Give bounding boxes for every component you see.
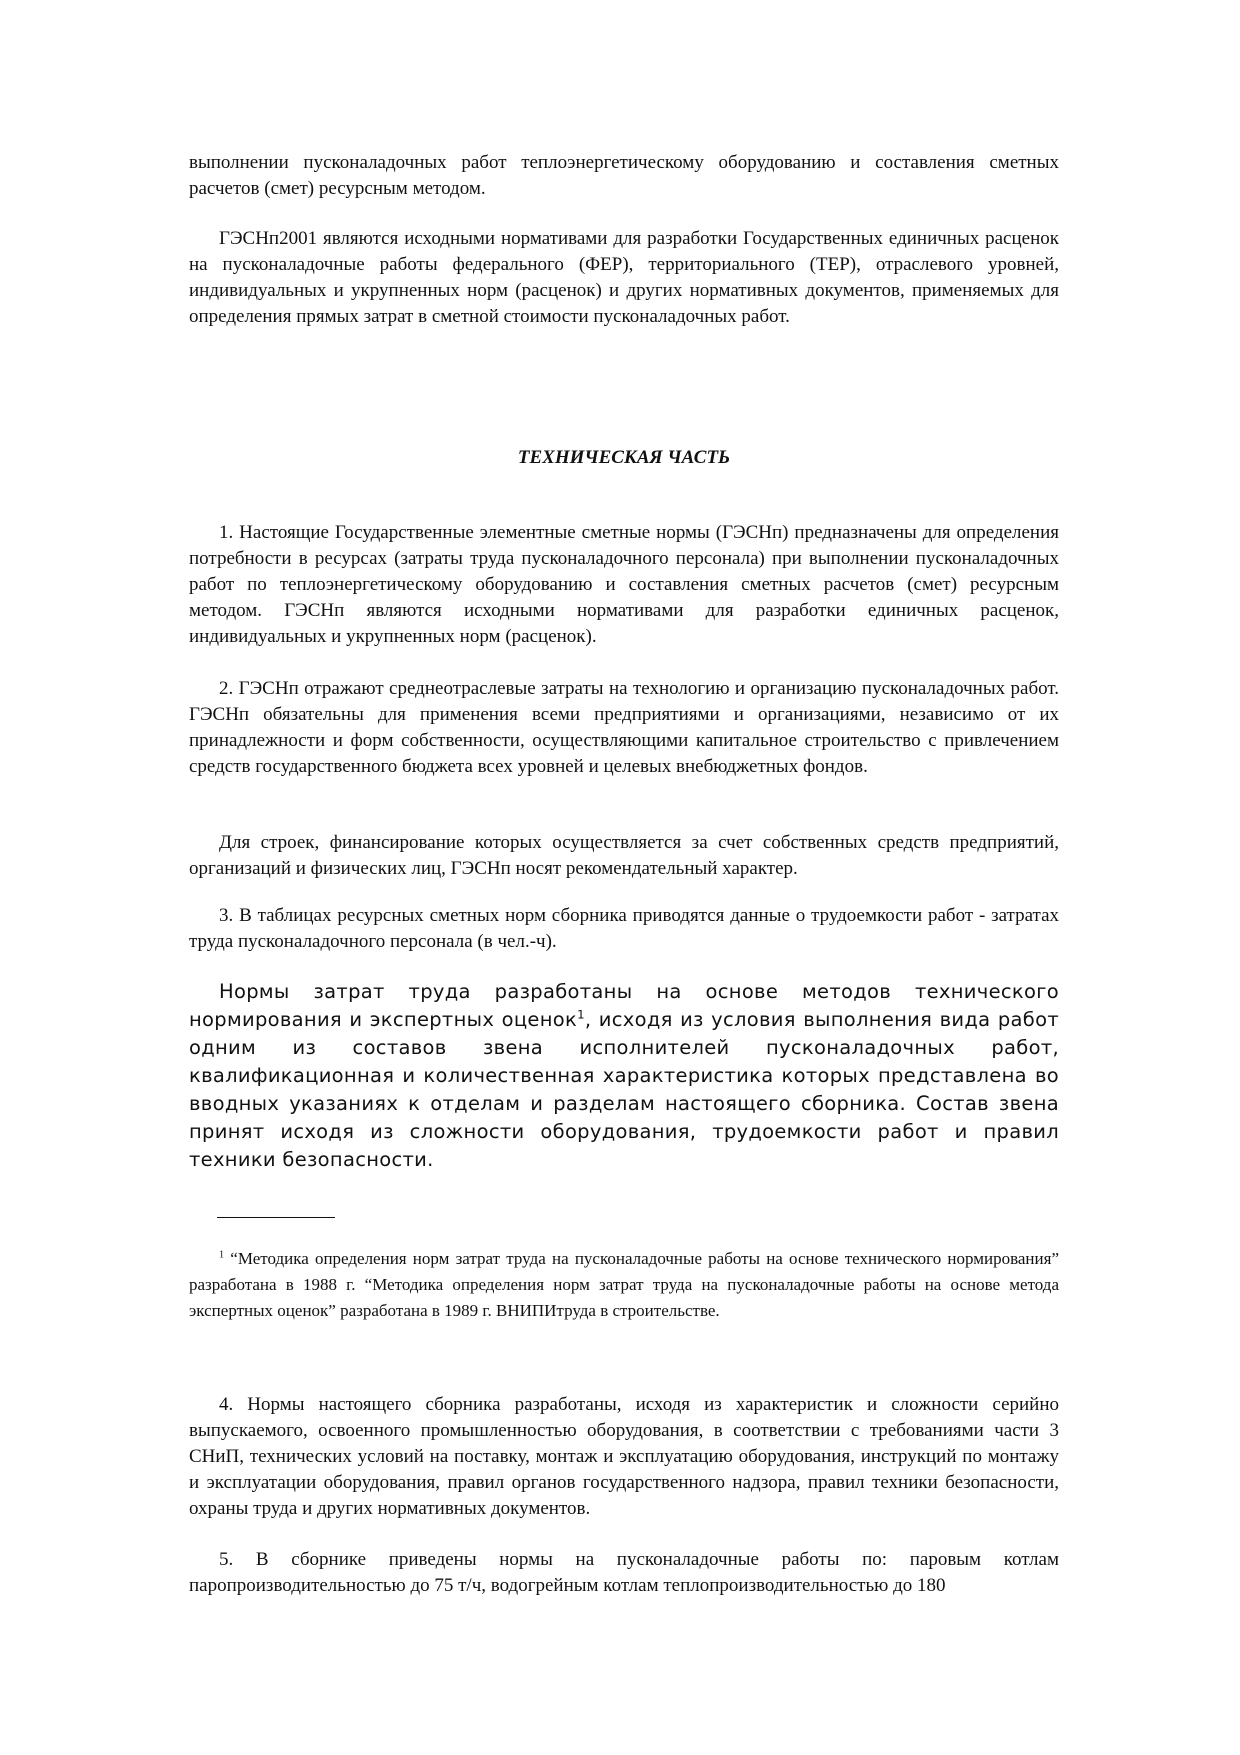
paragraph-item-5: 5. В сборнике приведены нормы на пусконаладочные работы по: паровым котлам паропроизводительностью до 75 т/ч, водогрейным котлам теплопроизводительностью до 180 xyxy=(189,1549,1059,1596)
section-heading: ТЕХНИЧЕСКАЯ ЧАСТЬ xyxy=(517,447,731,468)
footnote-text: “Методика определения норм затрат труда на пусконаладочные работы на основе технического нормирования” разработана в 1988 г. “Методика определения норм затрат труда на пусконаладочные работы на основе метода экспертных оценок” разработана в 1989 г. ВНИПИтруда в строительстве. xyxy=(189,1249,1059,1320)
paragraph-item-4: 4. Нормы настоящего сборника разработаны, исходя из характеристик и сложности серийно выпускаемого, освоенного промышленностью оборудования, в соответствии с требованиями части 3 СНиП, технических условий на поставку, монтаж и эксплуатацию оборудования, инструкций по монтажу и эксплуатации оборудования, правил органов государственного надзора, правил техники безопасности, охраны труда и других нормативных документов. xyxy=(189,1394,1059,1519)
norms-text-a: Нормы затрат труда разработаны на основе методов технического нормирования и экспертных оценок xyxy=(189,980,1059,1031)
paragraph-item-2: 2. ГЭСНп отражают среднеотраслевые затраты на технологию и организацию пусконаладочных работ. ГЭСНп обязательны для применения всеми предприятиями и организациями, независимо от их принадлежности и форм собственности, осуществляющими капитальное строительство с привлечением средств государственного бюджета всех уровней и целевых внебюджетных фондов. xyxy=(189,678,1059,777)
paragraph-norms xyxy=(189,978,1059,1174)
paragraph-gesnp2001: ГЭСНп2001 являются исходными нормативами для разработки Государственных единичных расценок на пусконаладочные работы федерального (ФЕР), территориального (ТЕР), отраслевого уровней, индивидуальных и укрупненных норм (расценок) и других нормативных документов, применяемых для определения прямых затрат в сметной стоимости пусконаладочных работ. xyxy=(189,228,1059,327)
footnote-ref[interactable]: 1 xyxy=(577,1007,585,1022)
paragraph-item-1: 1. Настоящие Государственные элементные сметные нормы (ГЭСНп) предназначены для определения потребности в ресурсах (затраты труда пусконаладочного персонала) при выполнении пусконаладочных работ по теплоэнергетическому оборудованию и составления сметных расчетов (смет) ресурсным методом. ГЭСНп являются исходными нормативами для разработки единичных расценок, индивидуальных и укрупненных норм (расценок). xyxy=(189,522,1059,647)
paragraph-continuation: выполнении пусконаладочных работ теплоэнергетическому оборудованию и составления сметных расчетов (смет) ресурсным методом. xyxy=(189,152,1059,199)
footnote-separator xyxy=(217,1217,335,1218)
footnote xyxy=(189,1246,1059,1324)
paragraph-item-3: 3. В таблицах ресурсных сметных норм сборника приводятся данные о трудоемкости работ - затратах труда пусконаладочного персонала (в чел.-ч). xyxy=(189,905,1059,952)
footnote-mark: 1 xyxy=(219,1249,225,1261)
paragraph-item-2-note: Для строек, финансирование которых осуществляется за счет собственных средств предприятий, организаций и физических лиц, ГЭСНп носят рекомендательный характер. xyxy=(189,832,1059,879)
norms-text-b: , исходя из условия выполнения вида работ одним из составов звена исполнителей пусконаладочных работ, квалификационная и количественная характеристика которых представлена во вводных указаниях к отделам и разделам настоящего сборника. Состав звена принят исходя из сложности оборудования, трудоемкости работ и правил техники безопасности. xyxy=(189,1008,1060,1171)
